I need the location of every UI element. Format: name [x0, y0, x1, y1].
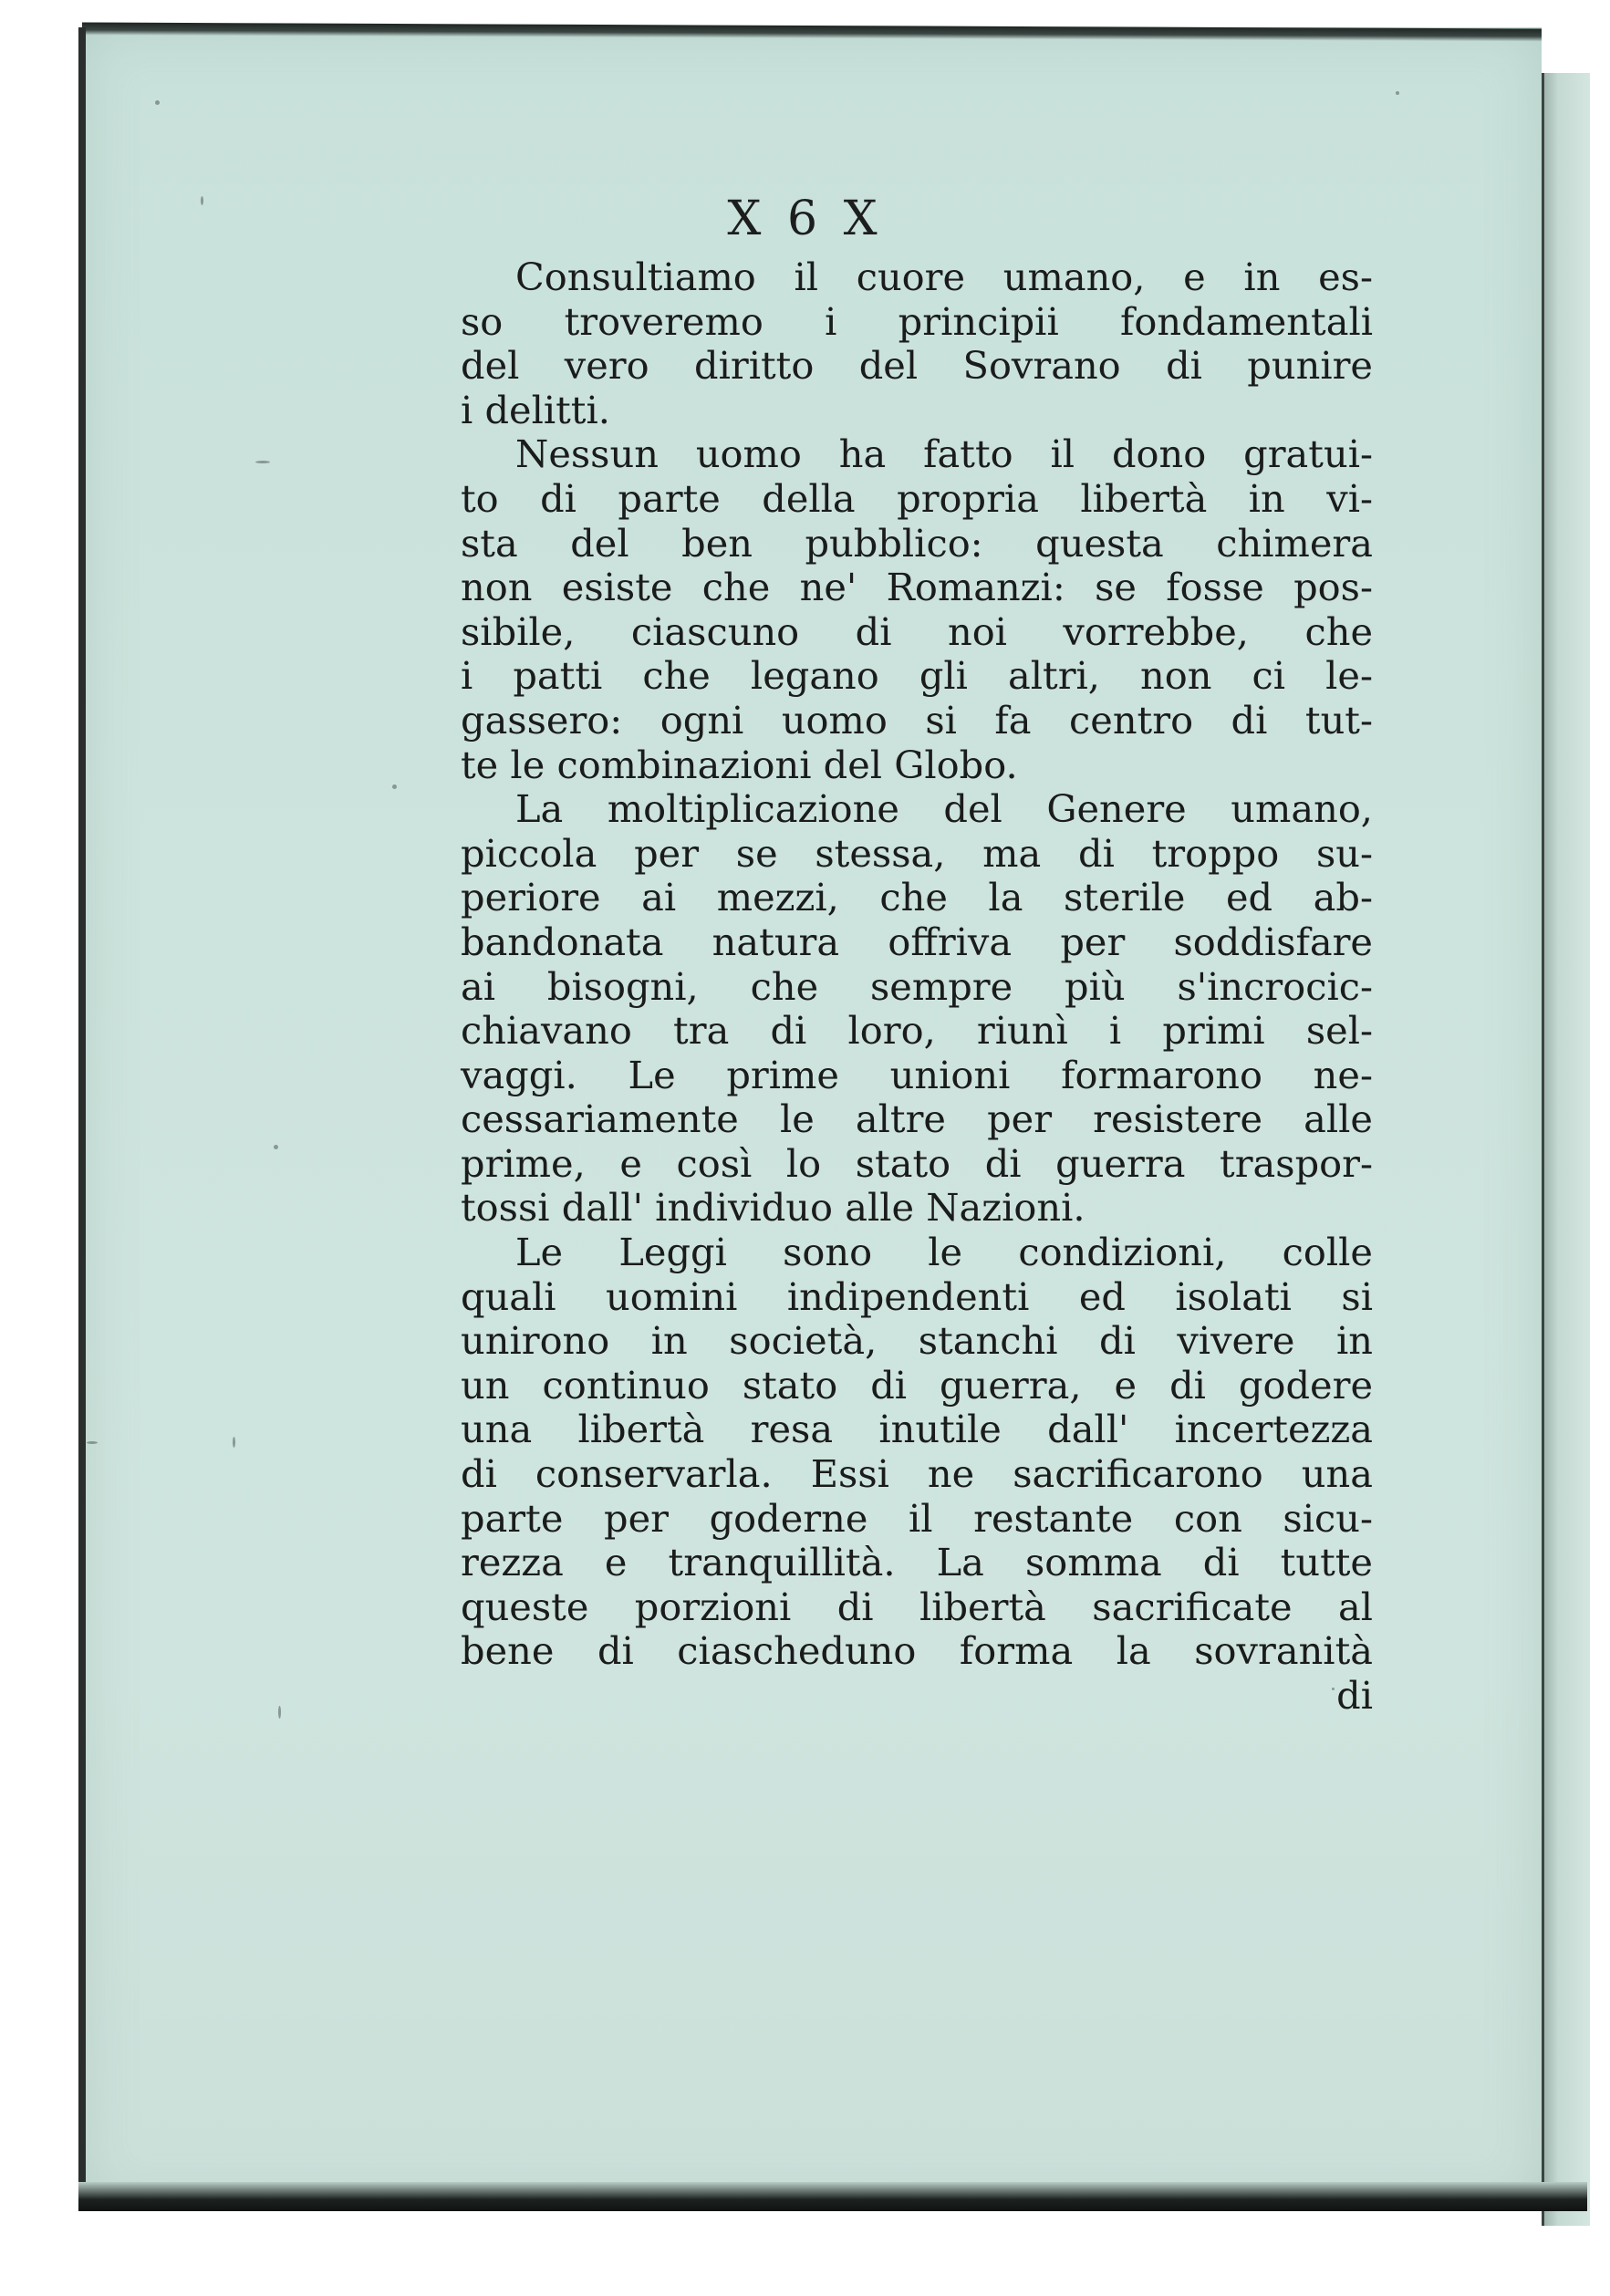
text-line: Nessun uomo ha fatto il dono gratui-: [515, 431, 1373, 477]
text-line: i delitti.: [461, 387, 610, 432]
text-line: queste porzioni di libertà sacrificate al: [461, 1584, 1373, 1629]
text-line: parte per goderne il restante con sicu-: [461, 1495, 1373, 1541]
text-line: periore ai mezzi, che la sterile ed ab-: [461, 875, 1373, 920]
text-line: di conservarla. Essi ne sacrificarono una: [461, 1451, 1373, 1497]
text-line: so troveremo i principii fondamentali: [461, 298, 1373, 344]
page-number-header: X 6 X: [727, 192, 883, 246]
text-line: non esiste che ne' Romanzi: se fosse pos-: [461, 565, 1373, 610]
left-binding-edge: [78, 27, 86, 2208]
text-line: del vero diritto del Sovrano di punire: [461, 343, 1373, 389]
text-line: chiavano tra di loro, riunì i primi sel-: [461, 1008, 1373, 1054]
text-line: Le Leggi sono le condizioni, colle: [515, 1230, 1373, 1275]
text-line: sibile, ciascuno di noi vorrebbe, che: [461, 608, 1373, 654]
paper-speck: [155, 100, 160, 105]
text-line: prime, e così lo stato di guerra traspor-: [461, 1140, 1373, 1186]
text-line: quali uomini indipendenti ed isolati si: [461, 1273, 1373, 1319]
paper-speck: [233, 1437, 235, 1448]
paper-speck: [87, 1441, 98, 1444]
paper-speck: [278, 1706, 281, 1719]
text-line: vaggi. Le prime unioni formarono ne-: [461, 1052, 1373, 1097]
paper-speck: [1396, 91, 1399, 95]
text-line: rezza e tranquillità. La somma di tutte: [461, 1540, 1373, 1585]
text-line: piccola per se stessa, ma di troppo su-: [461, 830, 1373, 876]
text-line: to di parte della propria libertà in vi-: [461, 475, 1373, 521]
text-line: Consultiamo il cuore umano, e in es-: [515, 255, 1373, 299]
body-text: [461, 255, 1373, 1719]
text-line: tossi dall' individuo alle Nazioni.: [461, 1185, 1085, 1231]
text-line: un continuo stato di guerra, e di godere: [461, 1362, 1373, 1408]
right-page-gutter: [1542, 73, 1590, 2226]
text-line: cessariamente le altre per resistere alle: [461, 1096, 1373, 1142]
paper-speck: [274, 1145, 278, 1149]
catchword: di: [1336, 1673, 1373, 1718]
paper-speck: [392, 784, 397, 789]
bottom-binding-edge: [78, 2182, 1587, 2211]
text-line: unirono in società, stanchi di vivere in: [461, 1318, 1373, 1364]
paper-speck: [255, 461, 270, 463]
text-line: te le combinazioni del Globo.: [461, 742, 1018, 787]
text-line: bene di ciascheduno forma la sovranità: [461, 1628, 1373, 1674]
text-line: La moltiplicazione del Genere umano,: [515, 786, 1373, 832]
text-line: sta del ben pubblico: questa chimera: [461, 520, 1373, 566]
text-line: una libertà resa inutile dall' incertezza: [461, 1407, 1373, 1452]
text-line: bandonata natura offriva per soddisfare: [461, 919, 1373, 964]
text-line: i patti che legano gli altri, non ci le-: [461, 653, 1373, 699]
text-line: ai bisogni, che sempre più s'incrocic-: [461, 963, 1373, 1009]
text-line: gassero: ogni uomo si fa centro di tut-: [461, 697, 1373, 743]
